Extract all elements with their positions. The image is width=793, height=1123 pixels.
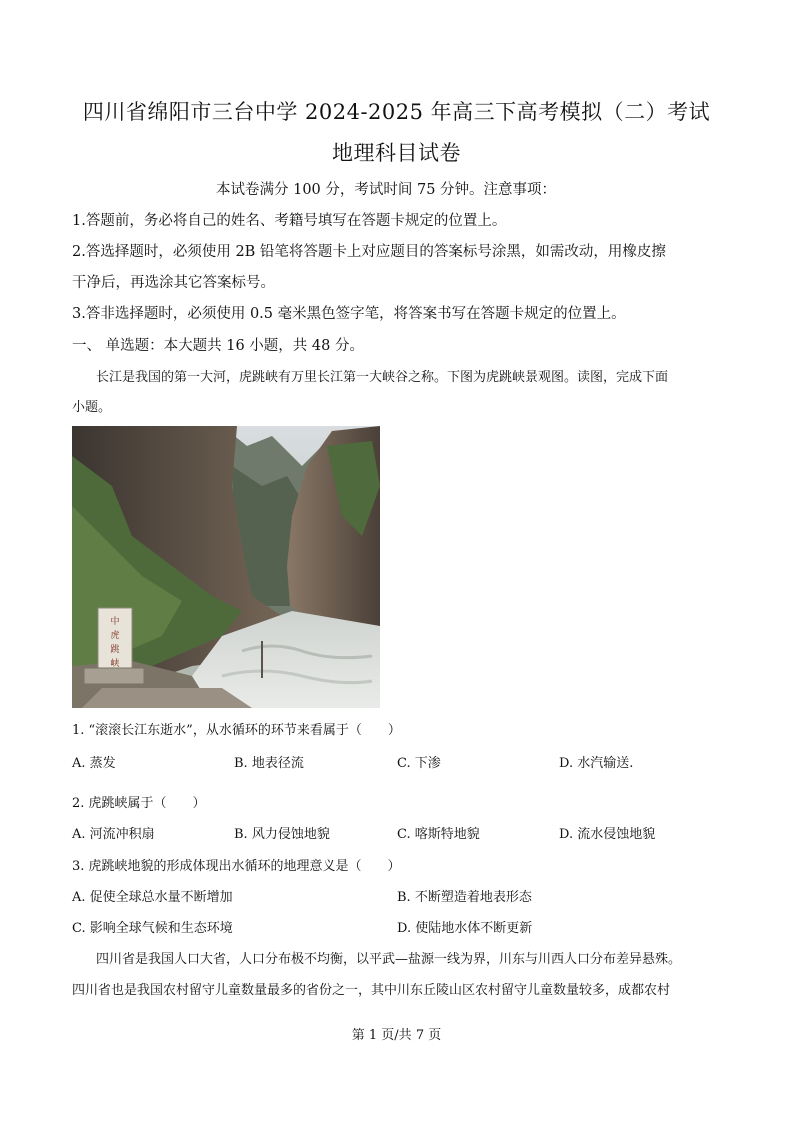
section-heading: 一、 单选题：本大题共 16 小题，共 48 分。 [72,338,364,354]
question-3-option-a: A. 促使全球总水量不断增加 [72,890,233,905]
passage-1-line-1: 长江是我国的第一大河，虎跳峡有万里长江第一大峡谷之称。下图为虎跳峡景观图。读图，完成下面 [96,370,669,385]
question-3-option-d: D. 使陆地水体不断更新 [397,921,533,936]
question-3-stem: 3. 虎跳峡地貌的形成体现出水循环的地理意义是（ ） [72,859,401,874]
gorge-photo [72,426,380,708]
svg-text:跳: 跳 [110,645,120,655]
question-2-option-c: C. 喀斯特地貌 [397,827,480,842]
instructions-intro: 本试卷满分 100 分，考试时间 75 分钟。注意事项： [216,182,557,198]
passage-1-line-2: 小题。 [72,400,112,415]
instruction-item-2: 2.答选择题时，必须使用 2B 铅笔将答题卡上对应题目的答案标号涂黑，如需改动，用橡皮擦 [72,244,666,260]
question-1-option-a: A. 蒸发 [72,756,116,771]
instruction-item-3: 3.答非选择题时，必须使用 0.5 毫米黑色签字笔，将答案书写在答题卡规定的位置上。 [72,306,626,322]
passage-2-line-2: 四川省也是我国农村留守儿童数量最多的省份之一，其中川东丘陵山区农村留守儿童数量较多，成都农村 [72,983,671,998]
passage-2-line-1: 四川省是我国人口大省，人口分布极不均衡，以平武—盐源一线为界，川东与川西人口分布差异悬殊。 [96,952,682,967]
question-3-option-c: C. 影响全球气候和生态环境 [72,921,233,936]
question-1-option-d: D. 水汽输送. [559,756,634,771]
question-2-option-b: B. 风力侵蚀地貌 [234,827,330,842]
page-number: 第 1 页/共 7 页 [351,1028,442,1043]
question-2-stem: 2. 虎跳峡属于（ ） [72,796,206,811]
svg-text:虎: 虎 [110,631,120,641]
instruction-item-1: 1.答题前，务必将自己的姓名、考籍号填写在答题卡规定的位置上。 [72,213,507,229]
question-1-option-b: B. 地表径流 [234,756,304,771]
question-2-option-d: D. 流水侵蚀地貌 [559,827,656,842]
instruction-item-2-cont: 干净后，再选涂其它答案标号。 [72,275,275,291]
question-1-option-c: C. 下渗 [397,756,441,771]
question-3-option-b: B. 不断塑造着地表形态 [397,890,532,905]
stone-marker-text: 中 [110,617,120,627]
exam-title: 四川省绵阳市三台中学 2024-2025 年高三下高考模拟（二）考试 [82,100,711,124]
exam-subject: 地理科目试卷 [332,141,461,165]
question-1-stem: 1. “滚滚长江东逝水”，从水循环的环节来看属于（ ） [72,723,401,738]
svg-text:峡: 峡 [110,659,120,669]
question-2-option-a: A. 河流冲积扇 [72,827,155,842]
